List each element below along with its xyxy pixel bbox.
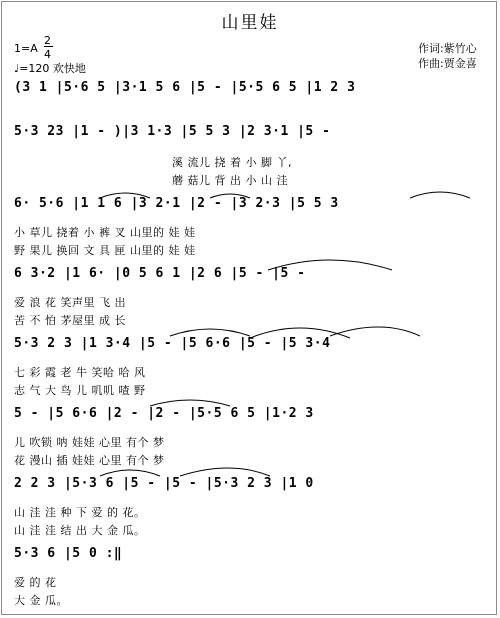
slur-mark bbox=[250, 328, 350, 338]
lyrics-row-6-verse-1: 儿 吹锁 呐 娃娃 心里 有个 梦 bbox=[14, 436, 165, 449]
lyrics-row-5-verse-2: 志 气 大 鸟 儿 叽叽 喳 野 bbox=[14, 384, 146, 397]
time-denominator: 4 bbox=[44, 48, 51, 61]
key-signature: 1=A bbox=[14, 42, 38, 55]
slur-mark bbox=[150, 400, 230, 406]
slur-mark bbox=[410, 192, 470, 198]
notation-row-3: 6· 5·6 |1 1 6 |3 2·1 |2 - |3 2·3 |5 5 3 bbox=[14, 196, 339, 211]
lyrics-row-3-verse-1: 小 草儿 挠着 小 裤 叉 山里的 娃 娃 bbox=[14, 226, 196, 239]
lyrics-row-2-verse-2: 蘑 菇儿 背 出 小 山 洼 bbox=[172, 174, 288, 187]
composer-credit: 作曲:贾金喜 bbox=[418, 57, 477, 70]
notation-row-2: 5·3 23 |1 - )|3 1·3 |5 5 3 |2 3·1 |5 - bbox=[14, 124, 331, 139]
slur-mark bbox=[210, 194, 250, 198]
slur-mark bbox=[100, 193, 150, 198]
lyrics-row-6-verse-2: 花 漫山 插 娃娃 心里 有个 梦 bbox=[14, 454, 165, 467]
lyrics-row-2-verse-1: 溪 流儿 挠 着 小 脚 丫, bbox=[172, 156, 292, 169]
lyrics-row-7-verse-1: 山 洼 洼 种 下 爱 的 花。 bbox=[14, 506, 146, 519]
slur-mark bbox=[180, 468, 270, 476]
slur-mark bbox=[170, 329, 250, 336]
notation-row-4: 6 3·2 |1 6· |0 5 6 1 |2 6 |5 - |5 - bbox=[14, 266, 306, 281]
lyrics-row-4-verse-1: 爱 浪 花 笑声里 飞 出 bbox=[14, 296, 126, 309]
song-title: 山里娃 bbox=[221, 13, 279, 33]
lyrics-row-3-verse-2: 野 果儿 换回 文 具 匣 山里的 娃 娃 bbox=[14, 244, 196, 257]
quarter-note-icon: ♩ bbox=[14, 62, 20, 75]
slur-mark bbox=[268, 260, 392, 270]
lyricist-credit: 作词:紫竹心 bbox=[418, 42, 477, 55]
notation-row-7: 2 2 3 |5·3 6 |5 - |5 - |5·3 2 3 |1 0 bbox=[14, 476, 314, 491]
tempo-text: =120 欢快地 bbox=[19, 62, 86, 75]
lyrics-row-7-verse-2: 山 洼 洼 结 出 大 金 瓜。 bbox=[14, 524, 146, 537]
slur-mark bbox=[330, 327, 420, 336]
lyrics-row-5-verse-1: 七 彩 霞 老 牛 笑哈 哈 风 bbox=[14, 366, 146, 379]
notation-row-6: 5 - |5 6·6 |2 - |2 - |5·5 6 5 |1·2 3 bbox=[14, 406, 314, 421]
notation-row-5: 5·3 2 3 |1 3·4 |5 - |5 6·6 |5 - |5 3·4 bbox=[14, 336, 331, 351]
lyrics-row-8-verse-2: 大 金 瓜。 bbox=[14, 594, 68, 607]
lyrics-row-4-verse-2: 苦 不 怕 茅屋里 成 长 bbox=[14, 314, 126, 327]
notation-row-8: 5·3 6 |5 0 :‖ bbox=[14, 546, 123, 561]
time-numerator: 2 bbox=[44, 34, 51, 47]
lyrics-row-8-verse-1: 爱 的 花 bbox=[14, 576, 57, 589]
slur-mark bbox=[100, 470, 160, 476]
notation-row-1: (3 1 |5·6 5 |3·1 5 6 |5 - |5·5 6 5 |1 2 3 bbox=[14, 80, 356, 95]
